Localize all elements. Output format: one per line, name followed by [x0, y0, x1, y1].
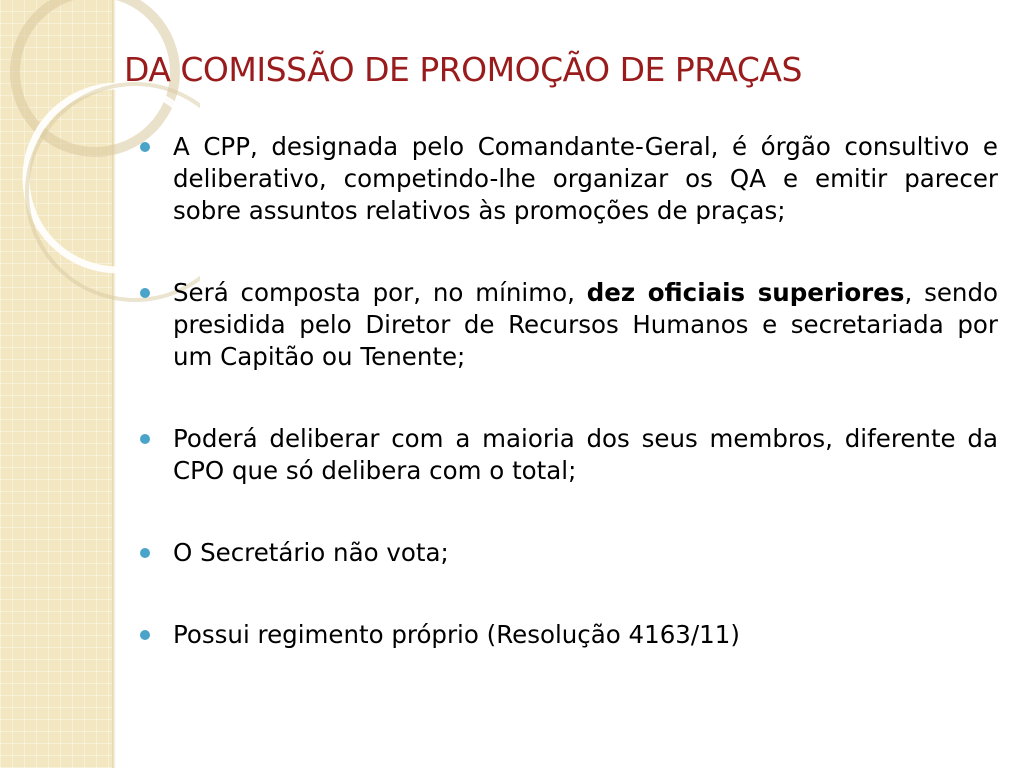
bullet-text-before: Será composta por, no mínimo, [173, 278, 587, 307]
bullet-dot-icon [140, 630, 150, 640]
bullet-text-after: , sendo presidida pelo Diretor de Recursos Humanos e secretariada por um Capitão ou Tenente; [173, 278, 998, 371]
bullet-text: A CPP, designada pelo Comandante-Geral, é órgão consultivo e deliberativo, competindo-lhe organizar os QA e emitir parecer sobre assuntos relativos às promoções de praças; [173, 132, 998, 225]
bullet-dot-icon [140, 288, 150, 298]
bullet-list [140, 131, 998, 651]
list-item [140, 423, 998, 487]
list-item [140, 277, 998, 373]
list-item [140, 619, 998, 651]
list-item [140, 537, 998, 569]
bullet-dot-icon [140, 142, 150, 152]
bullet-dot-icon [140, 434, 150, 444]
bullet-dot-icon [140, 548, 150, 558]
slide-title: DA COMISSÃO DE PROMOÇÃO DE PRAÇAS [124, 50, 802, 89]
bullet-text: Possui regimento próprio (Resolução 4163/11) [173, 620, 740, 649]
bullet-text: O Secretário não vota; [173, 538, 449, 567]
bullet-text: Poderá deliberar com a maioria dos seus membros, diferente da CPO que só delibera com o total; [173, 424, 998, 485]
list-item [140, 131, 998, 227]
bullet-text-bold: dez oficiais superiores [586, 278, 905, 307]
